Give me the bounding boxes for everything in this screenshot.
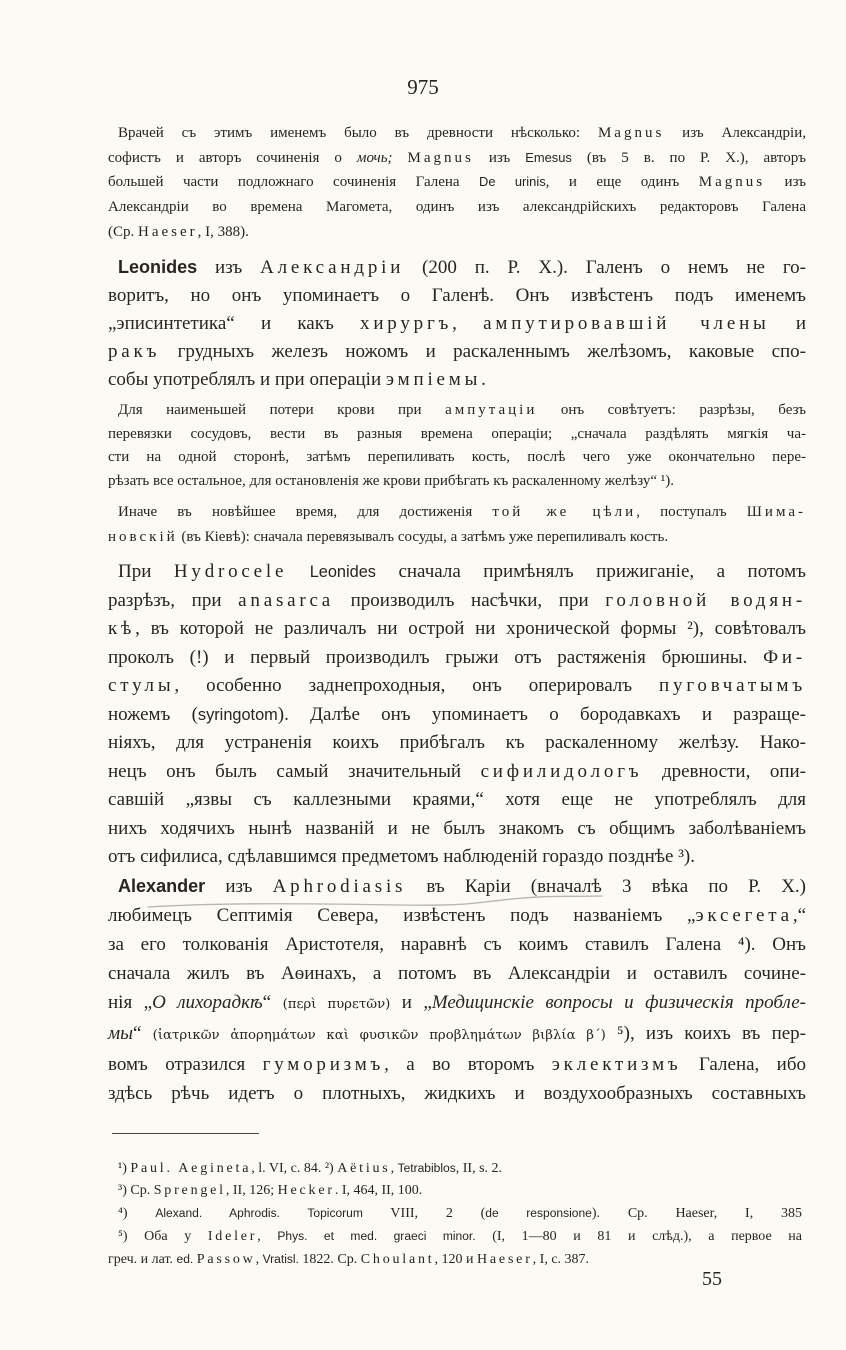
text-run: „эписинтетика“ и какъ [108,313,361,334]
footnotes-line-2 [108,1180,802,1202]
text-run: хирургъ [360,313,453,334]
text-run: (въ 5 в. по Р. Х.), авторъ [571,149,807,166]
paragraph-magnus-note-line-5 [108,220,806,245]
paragraph-leonides-line-3 [108,310,806,338]
paragraph-leonides-surgery-line-4 [108,644,806,673]
text-run: сифилидологъ [480,760,643,782]
text-run: изъ [197,257,261,278]
text-run: проколъ (!) и первый производилъ грыжи отъ растяженія брюшины. [108,646,764,668]
text-run: изъ [473,149,526,166]
paragraph-leonides-surgery-line-6 [108,701,806,730]
text-run: сначала примѣнялъ прижиганіе, а потомъ [375,561,806,582]
text-run: ). Ср. Haeser, I, 385 [591,1206,802,1221]
text-run: изъ [205,876,273,897]
text-run: головной водян- [605,589,806,611]
text-run: мы [108,1023,133,1044]
text-run: грудныхъ железъ ножомъ и раскаленнымъ желѣзомъ, каковые спо- [160,341,806,362]
text-run: de responsione [485,1206,592,1220]
paragraph-leonides-surgery-line-8 [108,758,806,787]
paragraph-alexander-line-4 [108,959,806,988]
paragraph-amputation-note-line-3 [108,446,806,470]
text-run: , [257,1229,278,1244]
text-run: 1822. Ср. [298,1252,361,1267]
text-run: “ [262,992,283,1013]
text-run: , I, c. 387. [532,1252,590,1267]
paragraph-alexander-line-7 [108,1050,806,1079]
text-run: Шима- [746,504,806,520]
paragraph-amputation-note-line-4 [108,470,806,494]
text-run: стулы [108,675,175,696]
text-run: ножемъ ( [108,703,198,725]
text-run: той же цѣли [492,504,637,520]
text-run: изъ [765,174,807,191]
text-run: новскій [108,529,178,545]
text-run: ⁵), изъ коихъ въ пер- [605,1023,806,1044]
text-run: любимецъ Септимія Севера, извѣстенъ подъ названіемъ „ [108,905,696,926]
text-run: воритъ, но онъ упоминаетъ о Галенѣ. Онъ извѣстенъ подъ именемъ [108,285,806,306]
text-run: Александріи [260,257,405,278]
text-run: Vratisl. [262,1252,299,1266]
paragraph-alexander-line-6 [108,1019,806,1050]
text-run: . [481,369,486,390]
paragraph-leonides-surgery-line-1 [108,558,806,587]
text-run: софистъ и авторъ сочиненія о [108,149,357,166]
text-run: VIII, 2 ( [362,1206,486,1221]
text-run: сти на одной сторонѣ, затѣмъ перепиливать кость, послѣ чего уже окончательно пере- [108,449,806,466]
text-run: Emesus [525,149,572,165]
text-run: (περὶ πυρετῶν) [282,997,391,1012]
text-run: , [390,1161,398,1176]
text-run: Leonides [309,563,376,581]
text-run: мочь; [356,149,393,166]
paragraph-leonides-line-4 [108,338,806,366]
paragraph-alexander-line-2 [108,901,806,930]
text-run: большей части подложнаго сочиненія Галена [108,174,480,191]
text-run: пуговчатымъ [659,675,806,696]
text-run: и „ [390,992,432,1013]
text-run: ампутировавшій члены [483,313,770,334]
paragraph-magnus-note-line-3 [108,170,806,195]
text-run: (Ср. [108,223,138,240]
text-run: ⁵) Оба у [118,1229,208,1244]
text-run [393,150,408,166]
text-run: Врачей съ этимъ именемъ было въ древности нѣсколько: [118,125,598,141]
text-run: ампутаціи [445,402,538,418]
text-run: эксегета [695,905,793,926]
paragraph-amputation-note-line-1 [108,399,806,423]
text-run: ракъ [108,341,161,362]
text-run: (въ Кіевѣ): сначала перевязывалъ сосуды, а затѣмъ уже перепиливалъ кость. [177,529,669,545]
paragraph-leonides-line-1 [108,253,806,282]
footnotes-line-5 [108,1248,802,1271]
text-run: Hydrocele [173,561,288,582]
text-run: греч. и лат. [108,1252,177,1267]
text-run: въ Каріи (вначалѣ 3 вѣка по Р. Х.) [406,876,806,897]
paragraph-shimanovsky-note [108,500,806,550]
paragraph-leonides-surgery-line-11 [108,843,806,872]
paragraph-leonides-surgery-line-2 [108,587,806,616]
text-run: ). Далѣе онъ упоминаетъ о бородавкахъ и разраще- [277,703,807,725]
text-run: Медицинскіе вопросы и физическія пробле- [431,992,806,1013]
paragraph-shimanovsky-note-line-1 [108,500,806,525]
paragraph-leonides-surgery-line-3 [108,615,806,644]
text-run: вомъ отразился [108,1054,263,1075]
text-run: ³) Ср. [118,1183,154,1198]
text-run: отъ сифилиса, сдѣлавшимся предметомъ наблюденій гораздо позднѣе ³). [108,846,696,867]
text-run: Иначе въ новѣйшее время, для достиженія [118,504,493,520]
text-run: Paul. Aegineta [130,1161,252,1176]
paragraph-leonides-line-5 [108,366,806,394]
text-run: , II, s. 2. [455,1161,503,1176]
text-run: , I, 388). [197,223,249,240]
text-run [287,561,309,582]
text-run: Magnus [698,174,766,191]
text-run: Phys. et med. graeci minor. [277,1229,476,1243]
footnotes-line-1 [108,1157,802,1180]
text-run: . I, 464, II, 100. [334,1183,423,1198]
text-run: Haeser [138,223,198,240]
text-run: рѣзать все остальное, для остановленія же крови прибѣгать къ раскаленному желѣзу“ ¹). [108,473,675,490]
paragraph-amputation-note-line-2 [108,423,806,447]
text-run: Aëtius [337,1161,391,1176]
paragraph-alexander-line-5 [108,988,806,1019]
paragraph-magnus-note-line-4 [108,195,806,220]
text-run: Passow [196,1252,256,1267]
text-run: ed. [176,1252,194,1266]
text-run: syringotom [197,705,278,724]
paragraph-leonides [108,253,806,394]
paragraph-alexander-line-3 [108,930,806,959]
paragraph-leonides-surgery-line-5 [108,672,806,701]
text-run: Alexander [118,876,206,896]
text-run: (ἰατρικῶν ἀπορημάτων καὶ φυσικῶν προβλημάτων βιβλία β΄) [152,1028,606,1043]
text-run: ,“ [792,905,806,926]
text-run: , особенно заднепроходныя, онъ оперировалъ [174,675,660,696]
text-run: , l. VI, c. 84. ²) [251,1161,338,1176]
paragraph-alexander [108,872,806,1108]
text-run: Для наименьшей потери крови при [118,402,446,418]
text-run: Галена, ибо [681,1054,807,1075]
paragraph-leonides-surgery-line-10 [108,815,806,844]
text-run: De urinis [479,174,546,190]
paragraph-magnus-note-line-1 [108,121,806,146]
paragraph-amputation-note [108,399,806,494]
text-run: эмпіемы [385,369,482,390]
text-run: нихъ ходячихъ нынѣ названій и не былъ знакомъ съ общимъ заболѣваніемъ [108,817,806,839]
paragraph-magnus-note-line-2 [108,146,806,171]
text-run: перевязки сосудовъ, вести въ разныя времена операціи; „сначала раздѣлять мягкія ча- [108,425,806,442]
text-run: , а во второмъ [384,1054,552,1075]
text-run: ніяхъ, для устраненія коихъ прибѣгалъ къ раскаленному желѣзу. Нако- [108,732,806,753]
text-run: древности, опи- [642,760,807,782]
text-run: , и еще одинъ [545,174,699,191]
text-run: Alexand. Aphrodis. Topicorum [155,1206,363,1220]
text-run: изъ Александріи, [664,125,806,141]
text-run: ¹) [118,1161,131,1176]
footnotes-line-4 [108,1225,802,1248]
text-run: Leonides [118,257,198,277]
footnote-separator [112,1133,259,1134]
text-run: Александріи во времена Магомета, одинъ изъ александрійскихъ редакторовъ Галена [108,199,806,216]
text-run: сначала жилъ въ Аѳинахъ, а потомъ въ Александріи и оставилъ сочине- [108,963,806,984]
text-run: , [452,313,484,334]
paragraph-alexander-line-8 [108,1079,806,1108]
footnotes [108,1157,802,1271]
text-run: гуморизмъ [262,1054,385,1075]
text-run: и [769,313,807,334]
paragraph-magnus-note [108,121,806,245]
text-run: кѣ [108,618,136,639]
text-run: собы употреблялъ и при операціи [108,369,386,390]
text-run: ⁴) [118,1206,156,1221]
text-run: “ [133,1023,153,1044]
signature-mark: 55 [702,1268,722,1290]
paragraph-leonides-surgery [108,558,806,872]
text-run: Magnus [407,149,474,166]
paragraph-leonides-surgery-line-7 [108,729,806,758]
text-run: , II, 126; [225,1183,278,1198]
text-run: Choulant [360,1252,435,1267]
text-run: за его толкованія Аристотеля, наравнѣ съ коимъ ставилъ Галена ⁴). Онъ [108,934,806,955]
paragraph-alexander-line-1 [108,872,806,901]
text-run: Ideler [207,1229,258,1244]
paragraph-leonides-line-2 [108,282,806,310]
text-run: , [255,1252,263,1267]
text-run: (200 п. Р. Х.). Галенъ о немъ не го- [404,257,806,278]
text-run: савшій „язвы съ каллезными краями,“ хотя еще не употреблялъ для [108,789,806,810]
text-run: разрѣзъ, при [108,589,239,611]
text-run: Haeser [477,1252,533,1267]
text-run: При [118,561,174,582]
text-run: Sprengel [153,1183,226,1198]
text-run: , поступалъ [636,504,747,520]
text-run: онъ совѣтуетъ: разрѣзы, безъ [537,402,806,418]
text-run: О лихорадкѣ [152,992,263,1013]
text-run: anasarca [238,589,334,611]
text-run: Aphrodiasis [272,876,407,897]
footnotes-line-3 [108,1202,802,1225]
text-run: Фи- [763,646,806,668]
text-run: нія „ [108,992,153,1013]
paragraph-shimanovsky-note-line-2 [108,525,806,550]
text-run: (I, 1—80 и 81 и слѣд.), а первое на [475,1229,803,1244]
text-run: нецъ онъ былъ самый значительный [108,760,481,782]
page-number: 975 [407,75,439,99]
text-run: Hecker [277,1183,335,1198]
text-run: производилъ насѣчки, при [333,589,606,611]
text-run: Magnus [597,125,665,141]
text-run: , въ которой не различалъ ни острой ни хронической формы ²), совѣтовалъ [135,618,806,639]
text-run: , 120 и [434,1252,477,1267]
text-run: Tetrabiblos [397,1161,456,1175]
text-run: эклектизмъ [551,1054,682,1075]
text-run: здѣсь рѣчь идетъ о плотныхъ, жидкихъ и воздухообразныхъ составныхъ [108,1083,806,1104]
paragraph-leonides-surgery-line-9 [108,786,806,815]
